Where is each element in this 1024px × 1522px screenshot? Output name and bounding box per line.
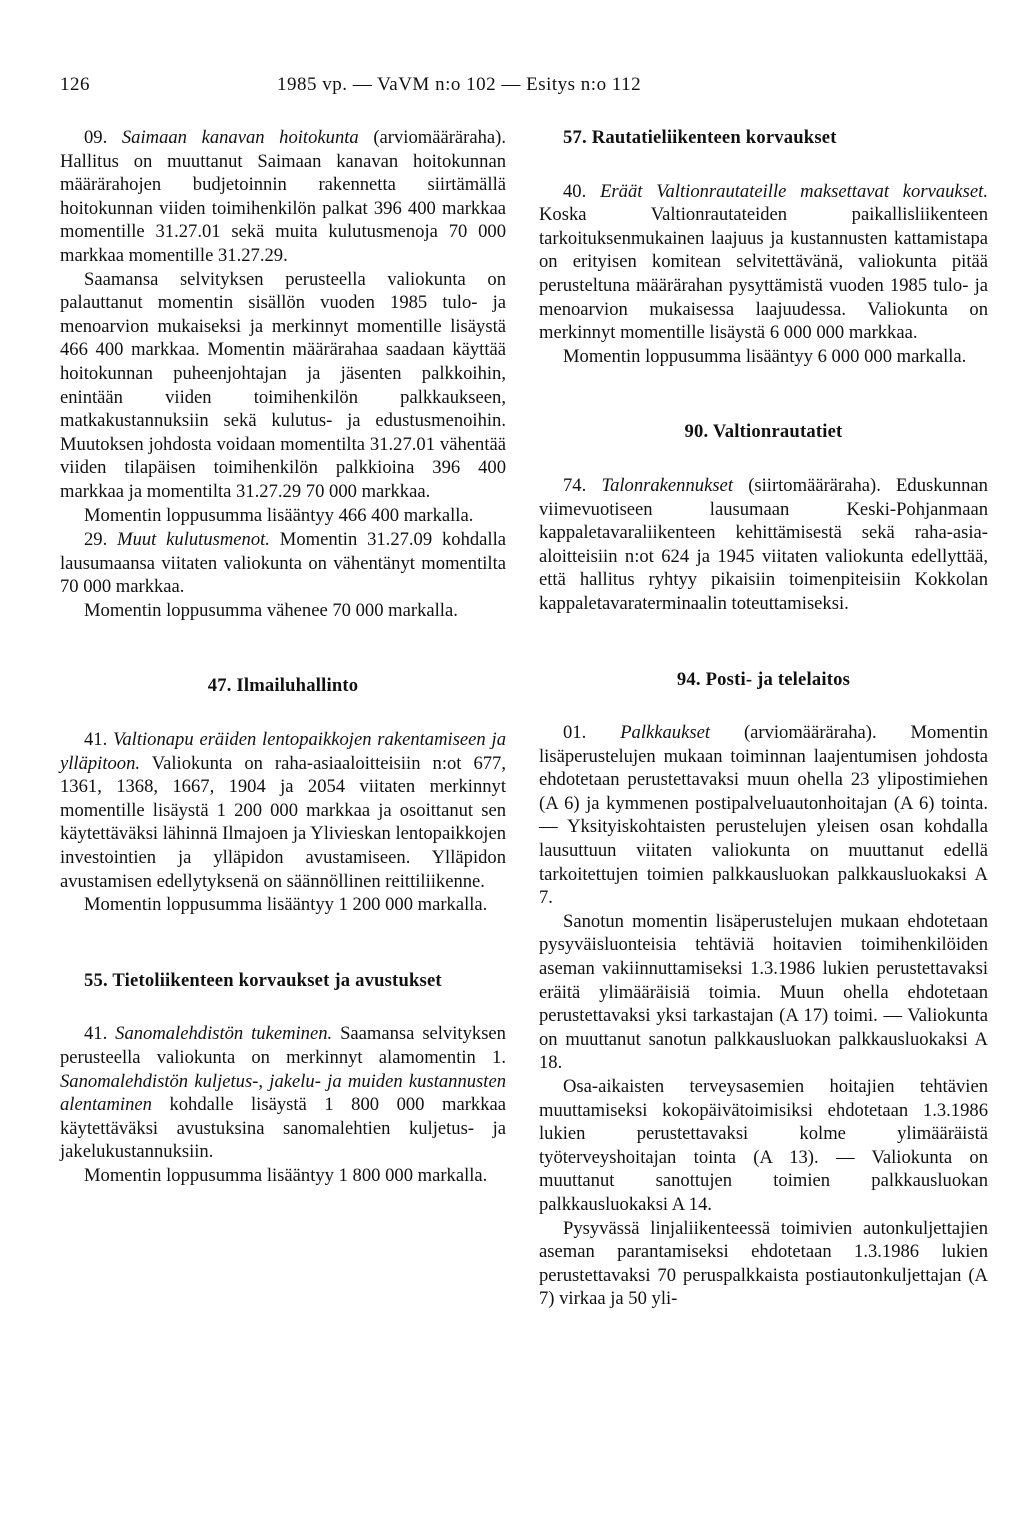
paragraph-40 [539, 180, 988, 345]
paragraph: Momentin loppusumma lisääntyy 1 800 000 markalla. [84, 1164, 488, 1186]
paragraph-01 [539, 721, 988, 910]
section-heading-57: 57. Rautatieliikenteen korvaukset [563, 127, 837, 148]
paragraph: Momentin loppusumma lisääntyy 1 200 000 markalla. [84, 894, 488, 916]
paragraph: Pysyvässä linjaliikenteessä toimivien autonkuljettajien aseman parantamiseksi ehdotetaan 1.3.1986 lukien perustettavaksi 70 peruspalkkaista postiautonkuljettajan (A 7) virkaa ja 50 yli- [539, 1217, 988, 1310]
item-text: Valiokunta on raha-asiaaloitteisiin n:ot 677, 1361, 1368, 1667, 1904 ja 2054 viitaten merkinnyt momentille lisäystä 1 200 000 markkaa ja osoittanut sen käytettäväksi lähinnä Ilmajoen ja Ylivieskan lentopaikkojen investointien ja ylläpidon avustamiseen. Ylläpidon avustamisen edellytyksenä on säännöllinen reittiliikenne. [60, 752, 506, 892]
item-title: Muut kulutusmenot. [117, 529, 270, 551]
right-column [539, 126, 988, 1311]
section-heading-55: 55. Tietoliikenteen korvaukset ja avustukset [84, 969, 442, 991]
item-title: Palkkaukset [620, 722, 711, 744]
page-number: 126 [60, 74, 90, 95]
paragraph-41b [60, 1022, 506, 1164]
item-subtitle: Sanomalehdistön kuljetus-, jakelu- ja muiden kustannusten alentaminen [60, 1070, 506, 1116]
item-text: Saamansa selvityksen perusteella valiokunta on merkinnyt alamomentin 1. [60, 1023, 506, 1068]
paragraph: Saamansa selvityksen perusteella valiokunta on palauttanut momentin sisällön vuoden 1985 tulo- ja menoarvion mukaiseksi ja merkinnyt momentille lisäystä 466 400 markkaa. Momentin määrärahaa saadaan käyttää hoitokunnan puheenjohtajan ja jäsenten palkkoihin, enintään viiden toimihenkilön palkkaukseen, matkakustannuksiin sekä kulutus- ja edustusmenoihin. Muutoksen johdosta voidaan momentilta 31.27.01 vähentää viiden tilapäisen toimihenkilön palkkioina 396 400 markkaa ja momentilta 31.27.29 70 000 markkaa. [60, 268, 506, 502]
paragraph: Momentin loppusumma lisääntyy 466 400 markalla. [84, 504, 474, 526]
section-heading-94: 94. Posti- ja telelaitos [676, 668, 851, 690]
section-heading-90: 90. Valtionrautatiet [684, 421, 843, 443]
item-text: (siirtomääräraha). Eduskunnan viimevuotiseen lausumaan Keski-Pohjanmaan kappaletavaraliikenteen kehittämisestä sekä raha-asia-aloitteisiin n:ot 624 ja 1945 viitaten valiokunta edellyttää, että hallitus ryhtyy pikaisiin toimenpiteisiin Kokkolan kappaletavaraterminaalin toteuttamiseksi. [539, 474, 988, 614]
item-text: Koska Valtionrautateiden paikallisliikenteen tarkoituksenmukainen laajuus ja kustannusten kattamistapa on erityisen komitean selvitettävänä, valiokunta pitää perusteltuna määrärahan pysyttämistä vuoden 1985 tulo- ja menoarvion mukaisessa laajuudessa. Valiokunta on merkinnyt momentille lisäystä 6 000 000 markkaa. [539, 204, 988, 344]
item-text: kohdalle lisäystä 1 800 000 markkaa käytettäväksi avustuksina sanomalehtien kuljetus- ja jakelukustannuksiin. [60, 1094, 506, 1163]
paragraph: Osa-aikaisten terveysasemien hoitajien tehtävien muuttamiseksi kokopäivätoimisiksi ehdotetaan 1.3.1986 lukien perustettavaksi kolme ylimääräistä työterveyshoitajan tointa (A 13). — Valiokunta on muuttanut sanottujen toimien palkkausluokan palkkausluokaksi A 14. [539, 1076, 988, 1215]
item-number: 29. [84, 529, 108, 551]
item-number: 40. [563, 180, 587, 202]
running-title: 1985 vp. — VaVM n:o 102 — Esitys n:o 112 [277, 74, 642, 95]
section-heading-47: 47. Ilmailuhallinto [207, 675, 359, 697]
item-title: Valtionapu eräiden lentopaikkojen rakentamiseen ja ylläpitoon. [60, 729, 506, 774]
item-title: Saimaan kanavan hoitokunta [121, 127, 359, 148]
item-title: Eräät Valtionrautateille maksettavat korvaukset. [600, 180, 988, 202]
item-number: 41. [84, 1023, 108, 1045]
left-column [60, 126, 506, 1188]
item-text: (arviomääräraha). Hallitus on muuttanut Saimaan kanavan hoitokunnan määrärahojen budjetoinnin rakennetta siirtämällä hoitokunnan viiden toimihenkilön palkat 396 400 markkaa momentille 31.27.01 sekä muita kulutusmenoja 70 000 markkaa momentille 31.27.29. [60, 127, 506, 266]
item-text: Momentin 31.27.09 kohdalla lausumaansa viitaten valiokunta on vähentänyt momentilta 70 000 markkaa. [60, 529, 506, 598]
item-number: 41. [84, 729, 108, 751]
item-number: 74. [563, 474, 587, 496]
item-text: (arviomääräraha). Momentin lisäperustelujen mukaan toiminnan laajentumisen johdosta ehdotetaan perustettavaksi muun ohella 23 ylipostimiehen (A 6) ja kymmenen postipalveluautonhoitajan (A 6) tointa. — Yksityiskohtaisten perustelujen yleisen osan kohdalla lausuttuun viitaten valiokunta on muuttanut edellä tarkoitettujen toimien palkkausluokan palkkausluokaksi A 7. [539, 722, 988, 909]
page-header [0, 74, 1024, 98]
paragraph-41 [60, 728, 506, 893]
paragraph: Sanotun momentin lisäperustelujen mukaan ehdotetaan pysyväisluonteisia tehtäviä hoitavien toimihenkilöiden aseman vakiinnuttamiseksi 1.3.1986 lukien perustettavaksi eräitä ylimääräisiä toimia. Muun ohella ehdotetaan perustettavaksi yksi tarkastajan (A 17) toimi. — Valiokunta on muuttanut sanotun palkkausluokan palkkausluokaksi A 18. [539, 910, 988, 1074]
item-title: Sanomalehdistön tukeminen. [115, 1023, 333, 1045]
item-number: 09. [84, 127, 108, 148]
paragraph-29 [60, 528, 506, 599]
item-title: Talonrakennukset [601, 474, 733, 496]
item-number: 01. [563, 722, 587, 744]
paragraph-74 [539, 474, 988, 616]
paragraph: Momentin loppusumma vähenee 70 000 markalla. [84, 599, 458, 621]
paragraph: Momentin loppusumma lisääntyy 6 000 000 markalla. [563, 345, 967, 367]
paragraph-09 [60, 126, 506, 268]
